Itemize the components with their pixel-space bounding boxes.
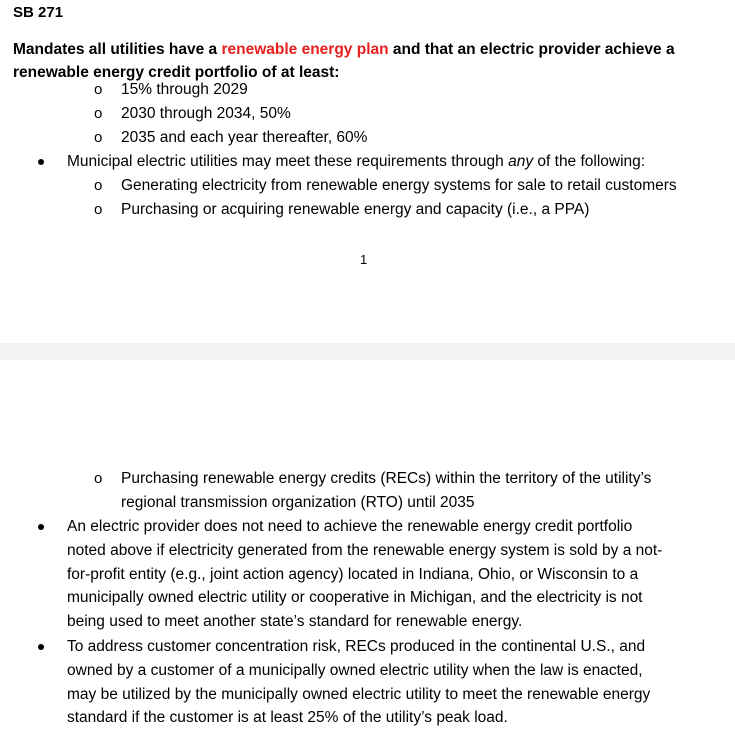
concentration-line: To address customer concentration risk, RECs produced in the continental U.S., and bbox=[67, 638, 646, 655]
bill-title: SB 271 bbox=[13, 4, 64, 21]
sub-bullet-icon: o bbox=[94, 201, 103, 218]
option-item: Generating electricity from renewable energy systems for sale to retail customers bbox=[121, 177, 677, 194]
exemption-line: An electric provider does not need to achieve the renewable energy credit portfolio bbox=[67, 518, 633, 535]
mandate-heading bbox=[13, 38, 723, 84]
document-page-1 bbox=[0, 0, 735, 343]
exemption-line: being used to meet another state’s standard for renewable energy. bbox=[67, 613, 523, 631]
sub-bullet-icon: o bbox=[94, 81, 103, 98]
bullet-icon bbox=[38, 524, 44, 530]
municipal-bullet-text bbox=[67, 150, 645, 174]
concentration-line: may be utilized by the municipally owned electric utility to meet the renewable energy bbox=[67, 685, 651, 703]
sub-bullet-icon: o bbox=[94, 470, 103, 487]
target-item: 2035 and each year thereafter, 60% bbox=[121, 129, 368, 146]
page-number: 1 bbox=[360, 252, 368, 267]
rec-option-line: Purchasing renewable energy credits (RECs) within the territory of the utility’s bbox=[121, 470, 652, 487]
bullet-icon bbox=[38, 644, 44, 650]
option-item: Purchasing or acquiring renewable energy and capacity (i.e., a PPA) bbox=[121, 201, 590, 218]
concentration-line: owned by a customer of a municipally owned electric utility when the law is enacted, bbox=[67, 661, 643, 679]
heading-text-1: Mandates all utilities have a bbox=[13, 41, 222, 58]
target-item: 15% through 2029 bbox=[121, 81, 248, 98]
heading-text-2: and that an electric provider achieve a renewable energy credit portfolio of at least: bbox=[13, 41, 675, 81]
sub-bullet-icon: o bbox=[94, 177, 103, 194]
page-separator bbox=[0, 343, 735, 360]
document-page-2 bbox=[0, 360, 735, 741]
heading-highlight: renewable energy plan bbox=[221, 41, 389, 58]
municipal-any: any bbox=[508, 153, 534, 170]
bullet-icon bbox=[38, 159, 44, 165]
sub-bullet-icon: o bbox=[94, 129, 103, 146]
municipal-suffix: of the following: bbox=[533, 153, 646, 170]
sub-bullet-icon: o bbox=[94, 105, 103, 122]
exemption-line: for-profit entity (e.g., joint action agency) located in Indiana, Ohio, or Wisconsin to a bbox=[67, 565, 639, 583]
target-item: 2030 through 2034, 50% bbox=[121, 105, 291, 122]
rec-option-line: regional transmission organization (RTO) until 2035 bbox=[121, 494, 475, 511]
concentration-line: standard if the customer is at least 25% of the utility’s peak load. bbox=[67, 709, 508, 727]
exemption-line: municipally owned electric utility or cooperative in Michigan, and the electricity is not bbox=[67, 589, 643, 607]
exemption-line: noted above if electricity generated from the renewable energy system is sold by a not- bbox=[67, 541, 663, 559]
concentration-risk-bullet bbox=[67, 635, 650, 730]
exemption-bullet bbox=[67, 515, 662, 634]
municipal-prefix: Municipal electric utilities may meet these requirements through bbox=[67, 153, 509, 170]
